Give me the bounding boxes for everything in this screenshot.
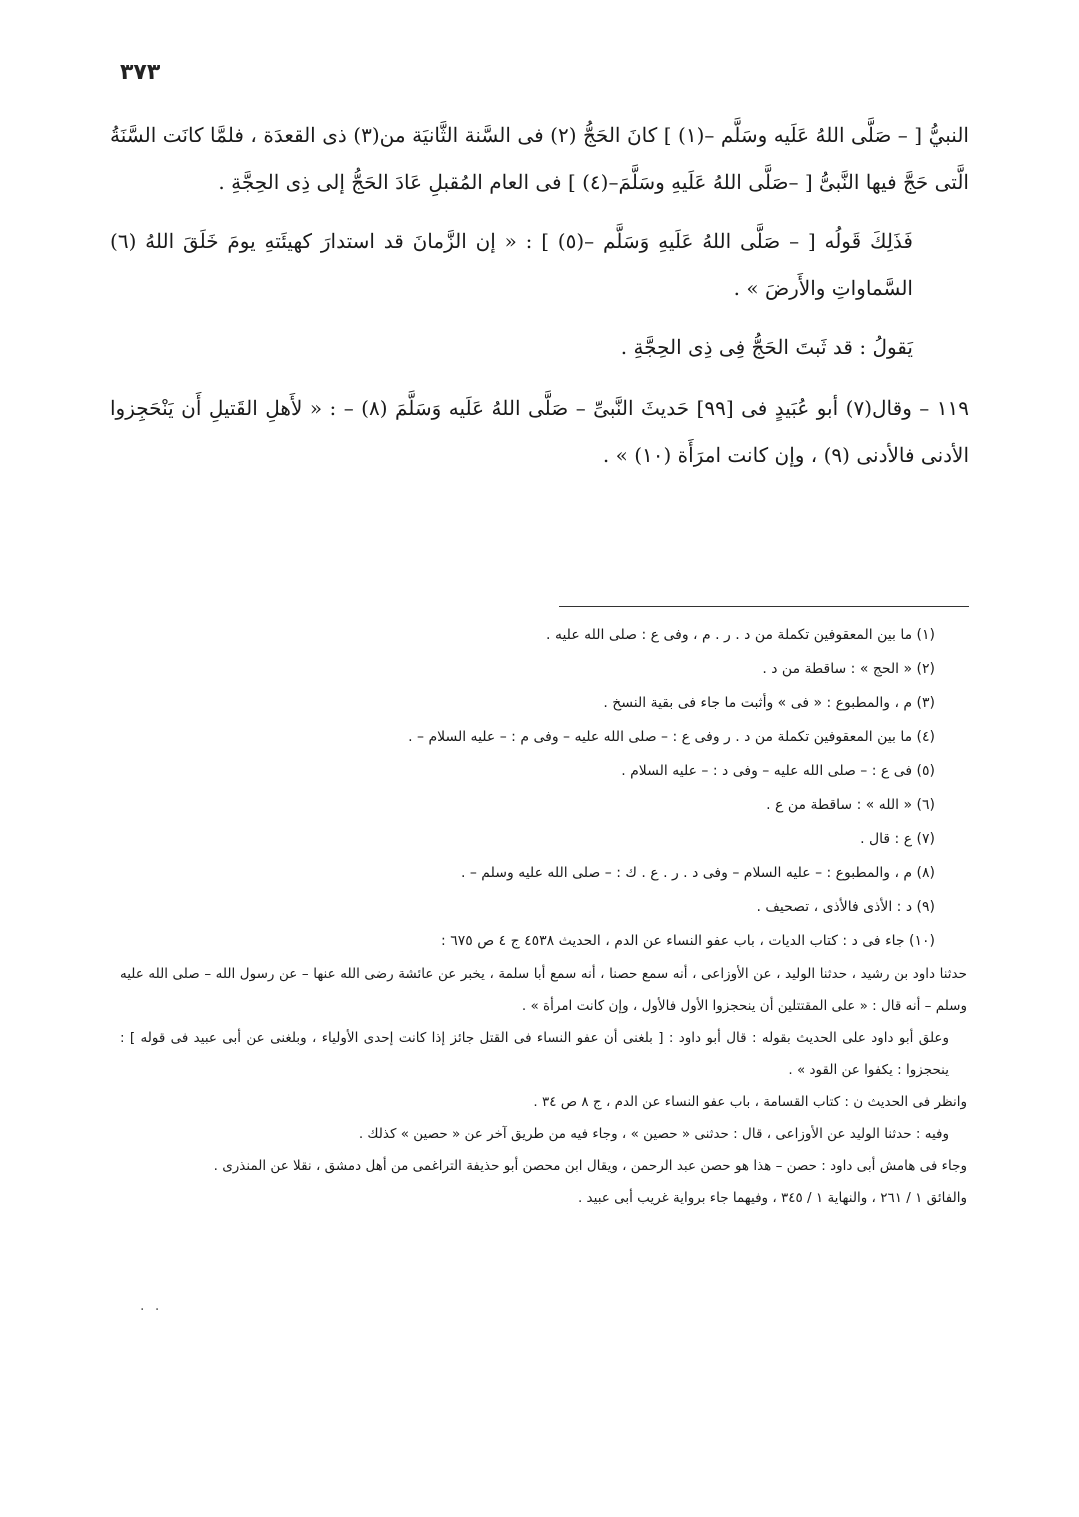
scan-dots: · · <box>140 1302 163 1318</box>
footnote-10-margin: وجاء فى هامش أبى داود : حصن – هذا هو حصن عبد الرحمن ، ويقال ابن محصن أبو حذيفة التراغمى من أهل دمشق ، نقلا عن المنذرى . <box>213 1158 967 1174</box>
footnote-10-comment: وعلق أبو داود على الحديث بقوله : قال أبو داود : [ بلغنى أن عفو النساء فى القتل جائز إذا كانت إحدى الأولياء ، وبلغنى عن أبى عبيد فى قوله ] : ينحجزوا : يكفوا عن القود » . <box>120 1030 949 1078</box>
footnote-10-body: حدثنا داود بن رشيد ، حدثنا الوليد ، عن الأوزاعى ، أنه سمع حصنا ، أنه سمع أبا سلمة ، يخبر عن عائشة رضى الله عنها – عن رسول الله – صلى الله عليه وسلم – أنه قال : « على المقتتلين أن ينحجزوا الأول فالأول ، وإن كانت امرأة » . <box>120 966 967 1014</box>
footnote-9: (٩) د : الأذى فالأذى ، تصحيف . <box>756 899 935 915</box>
paragraph-hajj-month: النبيُّ [ – صَلَّى اللهُ عَلَيه وسَلَّم –(١) ] كانَ الحَجُّ (٢) فى السَّنة الثَّانيَة من(٣) ذى القعدَة ، فلمَّا كانَت السَّنَةُ الَّتى حَجَّ فيها النَّبىُّ [ –صَلَّى اللهُ عَلَيهِ وسَلَّمَ–(٤) ] فى العام المُقبلِ عَادَ الحَجُّ إلى ذِى الحِجَّةِ . <box>110 123 969 194</box>
page-number: ٣٧٣ <box>120 60 161 85</box>
footnote-4: (٤) ما بين المعقوفين تكملة من د . ر وفى ع : – صلى الله عليه – وفى م : – عليه السلام – . <box>408 729 935 745</box>
footnote-10-chain: وفيه : حدثنا الوليد عن الأوزاعى ، قال : حدثنى « حصين » ، وجاء فيه من طريق آخر عن « حصين » كذلك . <box>358 1126 949 1142</box>
paragraph-hajj-fixed: يَقولُ : قد ثَبتَ الحَجُّ فِى ذِى الحِجَّةِ . <box>620 335 913 359</box>
paragraph-hadith-119: ١١٩ – وقال(٧) أبو عُبَيدٍ فى [٩٩] حَديثَ النَّبىِّ – صَلَّى اللهُ عَلَيه وَسَلَّمَ (٨) – : « لأَهلِ القَتيلِ أَن يَنْحَجِزوا الأدنى فالأدنى (٩) ، وإن كانت امرَأَة (١٠) » . <box>110 396 969 467</box>
footnote-2: (٢) « الحج » : ساقطة من د . <box>762 661 935 677</box>
footnote-3: (٣) م ، والمطبوع : « فى » وأثبت ما جاء فى بقية النسخ . <box>603 695 935 711</box>
footnote-7: (٧) ع : قال . <box>860 831 935 847</box>
footnote-10-refs: والفائق ١ / ٢٦١ ، والنهاية ١ / ٣٤٥ ، وفيهما جاء برواية غريب أبى عبيد . <box>577 1190 967 1206</box>
main-text <box>110 112 969 491</box>
paragraph-prophet-saying: فَذَلِكَ قَولُه [ – صَلَّى اللهُ عَلَيهِ وَسَلَّم –(٥) ] : « إن الزَّمانَ قد استدارَ كهيئَتهِ يومَ خَلَقَ اللهُ (٦) السَّماواتِ والأَرضَ » . <box>110 229 913 300</box>
footnote-6: (٦) « الله » : ساقطة من ع . <box>766 797 935 813</box>
footnotes <box>120 618 967 1214</box>
footnote-1: (١) ما بين المعقوفين تكملة من د . ر . م ، وفى ع : صلى الله عليه . <box>546 627 935 643</box>
footnote-5: (٥) فى ع : – صلى الله عليه – وفى د : – عليه السلام . <box>621 763 935 779</box>
footnote-divider <box>559 606 969 607</box>
footnote-10-title: (١٠) جاء فى د : كتاب الديات ، باب عفو النساء عن الدم ، الحديث ٤٥٣٨ ج ٤ ص ٦٧٥ : <box>441 933 935 949</box>
footnote-8: (٨) م ، والمطبوع : – عليه السلام – وفى د . ر . ع . ك : – صلى الله عليه وسلم – . <box>460 865 935 881</box>
footnote-10-see: وانظر فى الحديث ن : كتاب القسامة ، باب عفو النساء عن الدم ، ج ٨ ص ٣٤ . <box>533 1094 967 1110</box>
